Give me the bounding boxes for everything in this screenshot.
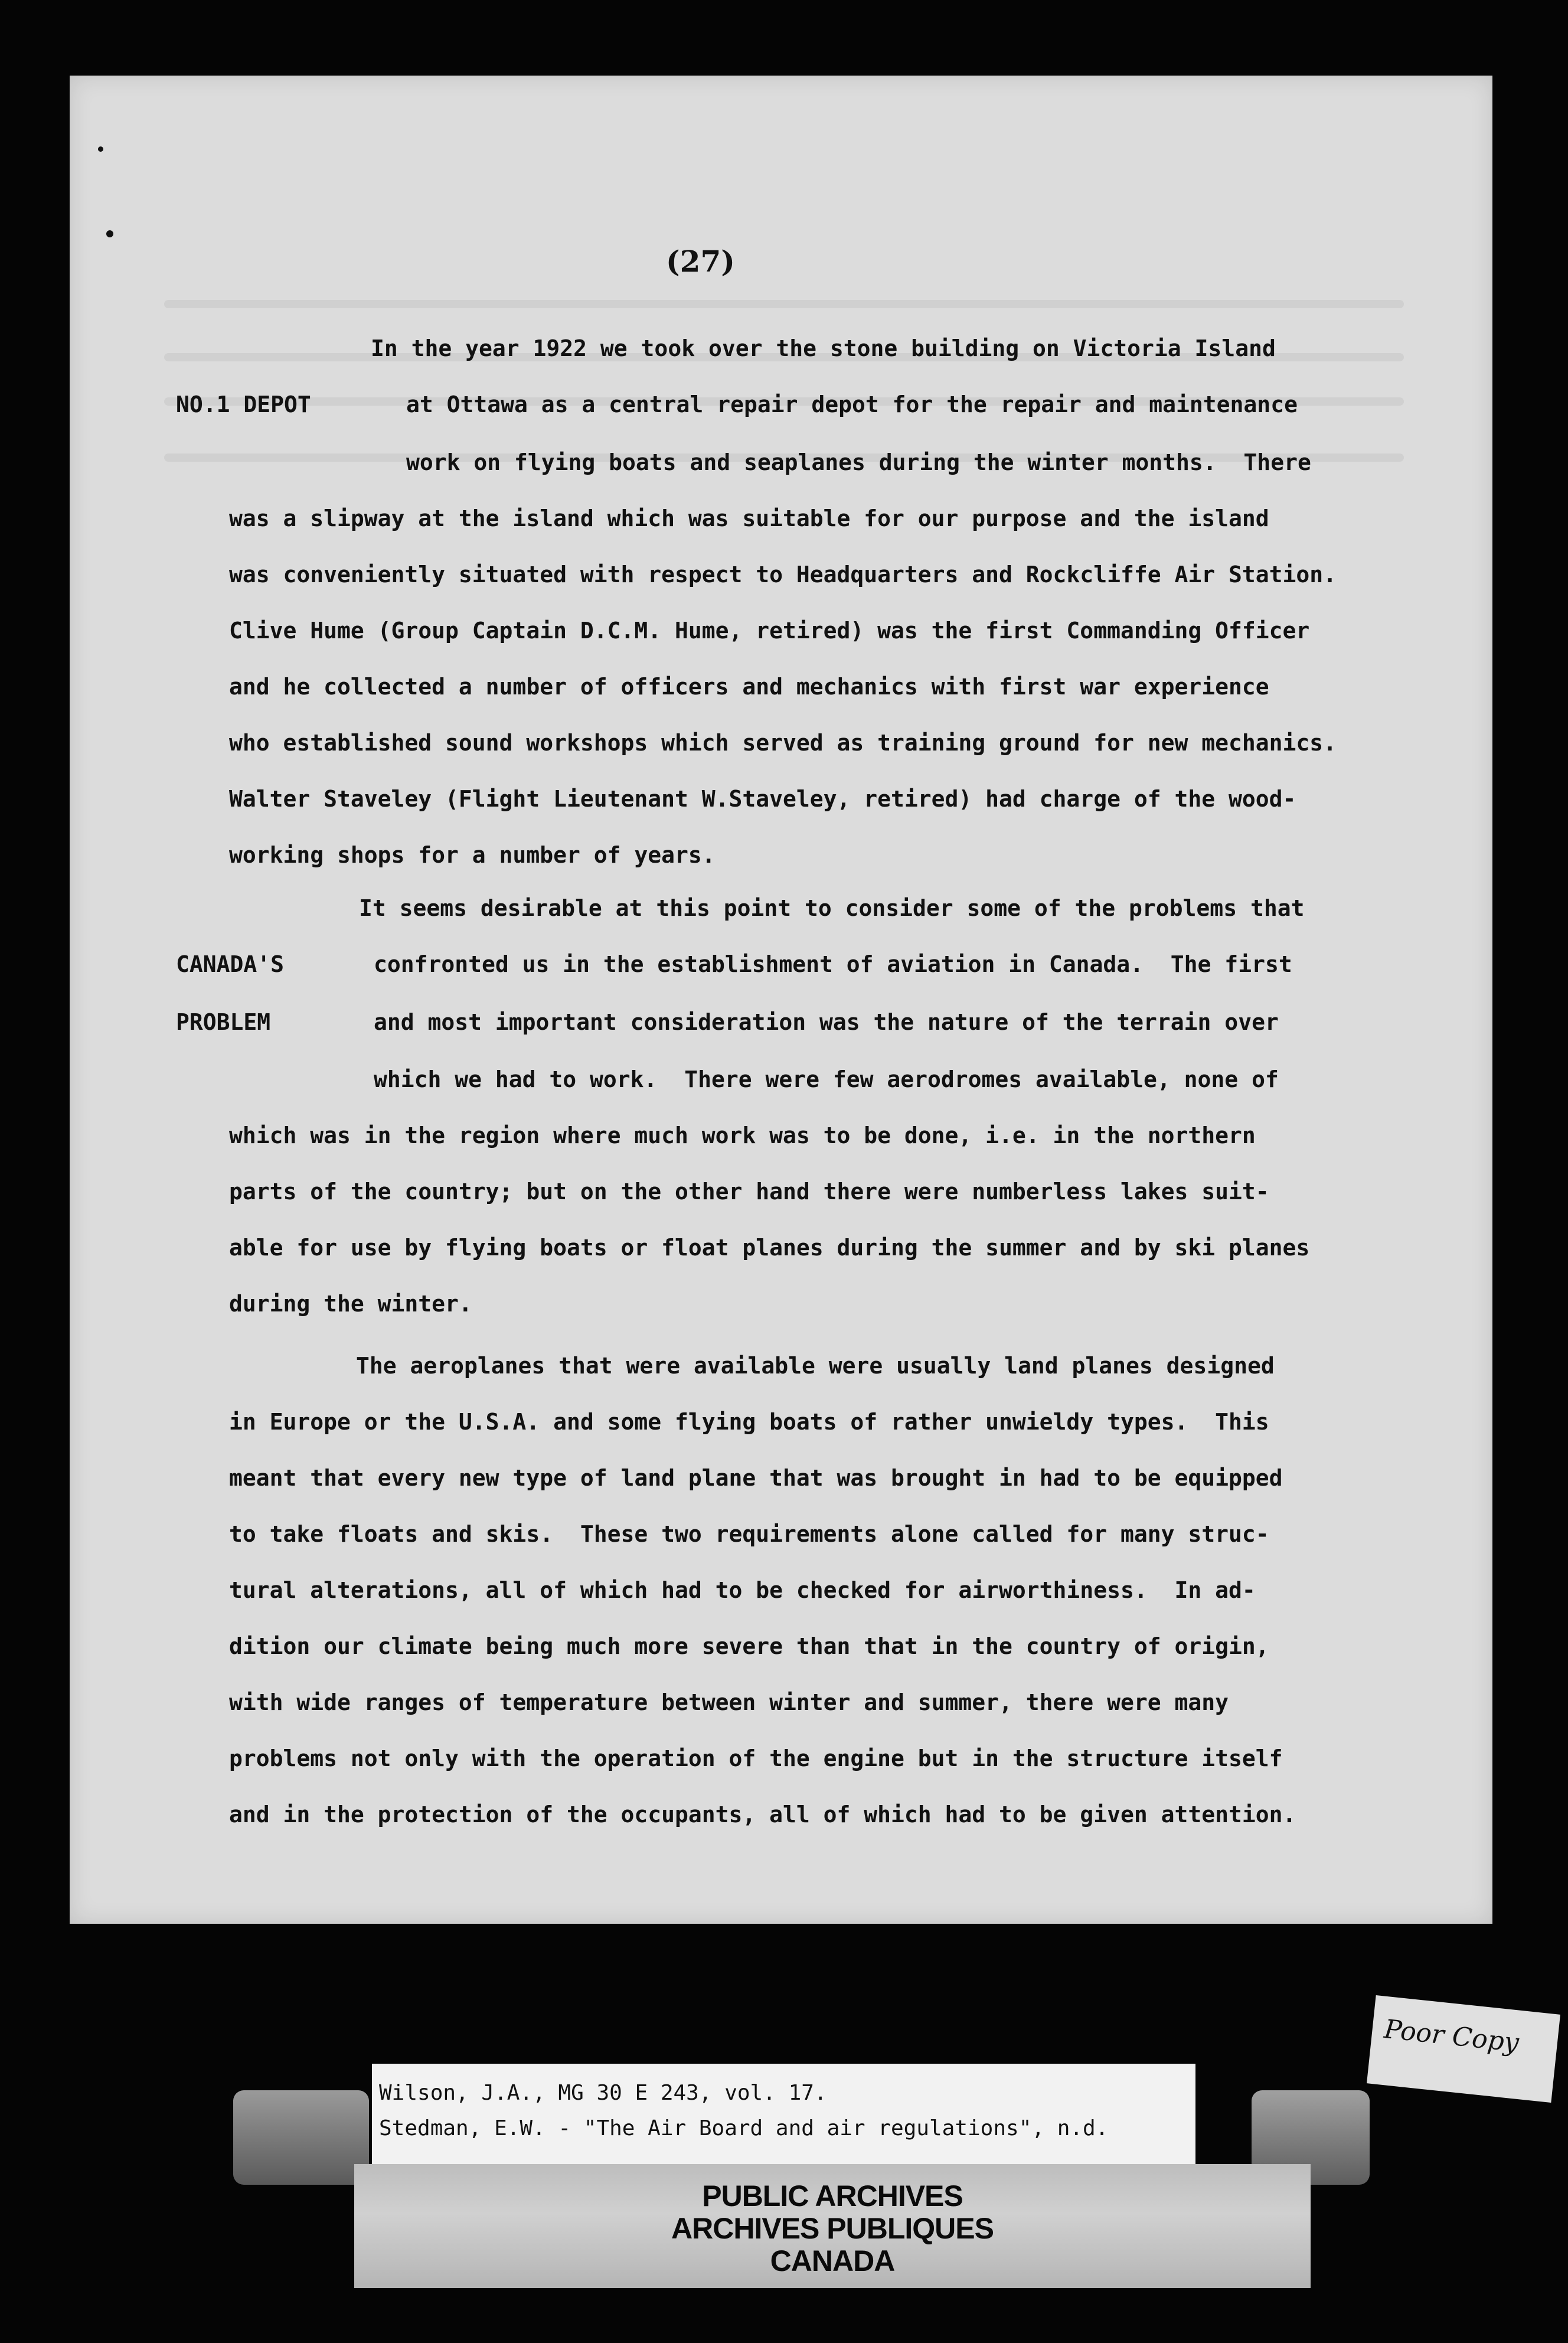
sticky-note [1367,1995,1560,2103]
text-line: and most important consideration was the nature of the terrain over [374,1009,1279,1035]
text-line: and in the protection of the occupants, all of which had to be given attention. [229,1802,1296,1828]
text-line: tural alterations, all of which had to be checked for airworthiness. In ad- [229,1577,1256,1603]
text-line: The aeroplanes that were available were usually land planes designed [356,1353,1275,1379]
text-line: work on flying boats and seaplanes during the winter months. There [406,449,1311,475]
text-line: In the year 1922 we took over the stone building on Victoria Island [371,335,1276,361]
text-line: and he collected a number of officers and mechanics with first war experience [229,674,1269,700]
text-line: confronted us in the establishment of aviation in Canada. The first [374,951,1292,977]
punch-mark [98,146,103,152]
document-page [70,76,1492,1924]
archive-stamp-line: ARCHIVES PUBLIQUES [671,2212,994,2245]
text-line: who established sound workshops which served as training ground for new mechanics. [229,730,1337,756]
margin-note-depot: NO.1 DEPOT [176,391,311,417]
margin-note-problem: PROBLEM [176,1009,271,1035]
margin-note-canada: CANADA'S [176,951,285,977]
text-line: working shops for a number of years. [229,842,716,868]
text-line: with wide ranges of temperature between winter and summer, there were many [229,1689,1229,1715]
text-line: was a slipway at the island which was suitable for our purpose and the island [229,505,1269,531]
archive-reference-label [372,2064,1195,2167]
text-line: to take floats and skis. These two requirements alone called for many struc- [229,1521,1269,1547]
text-line: Clive Hume (Group Captain D.C.M. Hume, retired) was the first Commanding Officer [229,618,1310,644]
archive-reference-line: Wilson, J.A., MG 30 E 243, vol. 17. [379,2081,827,2105]
bleed-through-line [164,300,1404,308]
archive-stamp-line: CANADA [770,2244,895,2277]
sticky-note-text: Poor Copy [1383,2014,1521,2058]
text-line: It seems desirable at this point to consider some of the problems that [359,895,1305,921]
text-line: meant that every new type of land plane that was brought in had to be equipped [229,1465,1283,1491]
text-line: which was in the region where much work was to be done, i.e. in the northern [229,1122,1256,1148]
text-line: during the winter. [229,1291,472,1317]
archive-stamp [354,2164,1311,2288]
text-line: dition our climate being much more severe than that in the country of origin, [229,1633,1269,1659]
punch-mark [106,230,113,237]
text-line: was conveniently situated with respect to Headquarters and Rockcliffe Air Station. [229,562,1337,588]
text-line: able for use by flying boats or float planes during the summer and by ski planes [229,1235,1310,1261]
binder-clip-left [233,2090,369,2185]
text-line: parts of the country; but on the other hand there were numberless lakes suit- [229,1179,1269,1205]
archive-reference-line: Stedman, E.W. - "The Air Board and air regulations", n.d. [379,2116,1109,2140]
text-line: Walter Staveley (Flight Lieutenant W.Staveley, retired) had charge of the wood- [229,786,1296,812]
page-number: (27) [666,244,735,279]
text-line: in Europe or the U.S.A. and some flying boats of rather unwieldy types. This [229,1409,1269,1435]
text-line: at Ottawa as a central repair depot for the repair and maintenance [406,391,1298,417]
text-line: which we had to work. There were few aerodromes available, none of [374,1066,1279,1092]
archive-stamp-line: PUBLIC ARCHIVES [702,2179,963,2213]
text-line: problems not only with the operation of the engine but in the structure itself [229,1745,1283,1771]
